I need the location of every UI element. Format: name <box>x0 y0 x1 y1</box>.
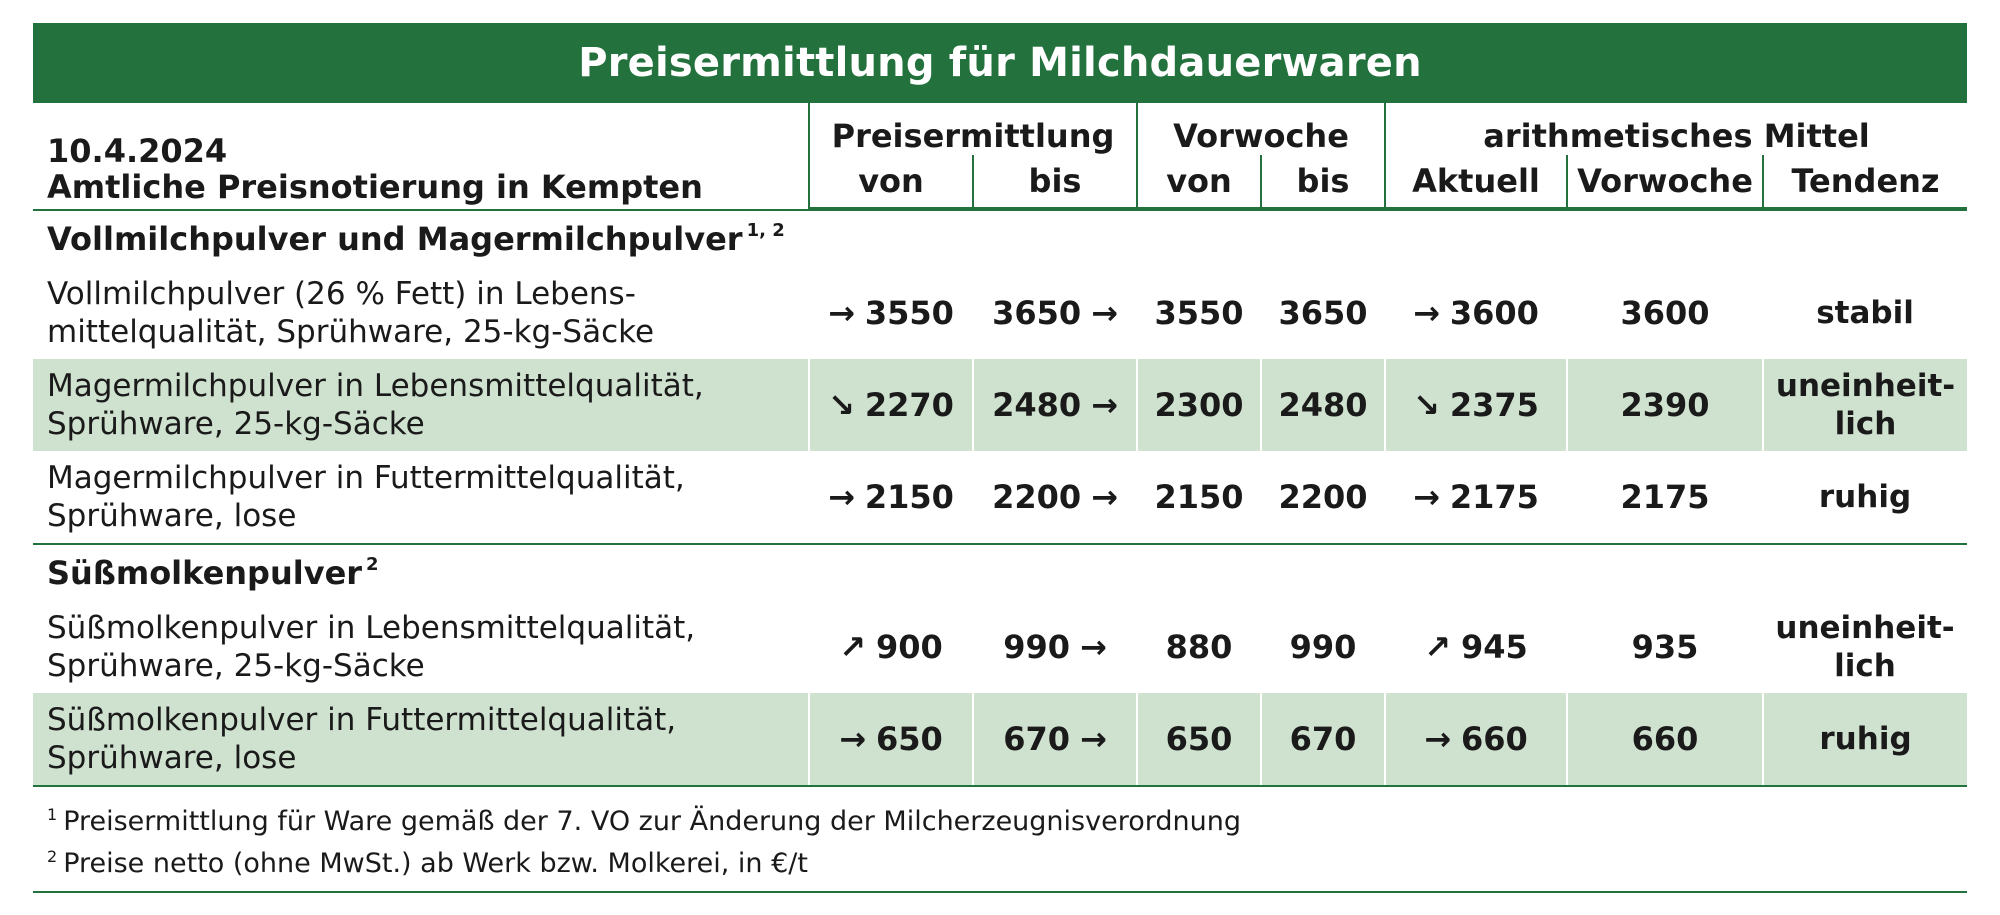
product-description: Süßmolkenpulver in Lebensmittelqualität, Sprühware, 25-kg-Säcke <box>47 610 696 684</box>
col-header-vorwoche: Vorwoche <box>1567 155 1763 208</box>
cell-aktuell: ↗ 945 <box>1424 628 1528 666</box>
cell-tendenz: uneinheit- lich <box>1763 359 1967 451</box>
cell-von: ↘ 2270 <box>809 359 973 451</box>
table-row <box>33 601 1967 693</box>
cell-bis: 3650 → <box>992 294 1118 332</box>
cell-aktuell: ↘ 2375 <box>1385 359 1567 451</box>
cell-aktuell: → 2175 <box>1413 478 1539 516</box>
section-title: Süßmolkenpulver <box>47 554 363 592</box>
cell-von: → 2150 <box>828 478 954 516</box>
footnote-1: $^1$ Preisermittlung für Ware gemäß der 7. VO zur Änderung der Milcherzeugnisverordnung <box>47 805 1241 837</box>
table-row <box>33 451 1967 544</box>
col-header-aktuell: Aktuell <box>1385 155 1567 208</box>
header-caption <box>33 103 809 208</box>
col-header-bis: bis <box>973 155 1137 208</box>
trend-arrow-icon: ↘ <box>1413 386 1440 424</box>
report-date: 10.4.2024 <box>47 131 228 170</box>
footnote-ref: 1, 2 <box>746 220 785 241</box>
section-header <box>33 544 1967 601</box>
cell-tendenz: ruhig <box>1818 479 1912 515</box>
trend-arrow-icon: → <box>1091 478 1118 516</box>
trend-arrow-icon: → <box>828 478 855 516</box>
cell-vw-bis: 3650 <box>1278 294 1368 332</box>
price-table-container <box>33 23 1967 893</box>
cell-aktuell: → 660 <box>1385 693 1567 785</box>
product-description: Vollmilchpulver (26 % Fett) in Lebens- mittelqualität, Sprühware, 25-kg-Säcke <box>47 276 655 350</box>
trend-arrow-icon: ↗ <box>1424 628 1451 666</box>
cell-tendenz: uneinheit- lich <box>1775 610 1955 684</box>
trend-arrow-icon: → <box>1091 294 1118 332</box>
product-description: Magermilchpulver in Futtermittelqualität, Sprühware, lose <box>47 460 685 534</box>
trend-arrow-icon: → <box>828 294 855 332</box>
header-row-groups <box>33 103 1967 155</box>
cell-von: ↗ 900 <box>839 628 943 666</box>
footnotes <box>33 785 1967 893</box>
cell-vw-von: 880 <box>1165 628 1233 666</box>
price-table <box>33 103 1967 785</box>
cell-aktuell: → 3600 <box>1413 294 1539 332</box>
cell-vw-von: 2150 <box>1154 478 1244 516</box>
footnote-2: $^2$ Preise netto (ohne MwSt.) ab Werk bzw. Molkerei, in €/t <box>47 847 808 879</box>
cell-bis: 2200 → <box>992 478 1118 516</box>
cell-vorwoche: 660 <box>1567 693 1763 785</box>
trend-arrow-icon: ↗ <box>839 628 866 666</box>
cell-von: → 3550 <box>828 294 954 332</box>
report-subtitle: Amtliche Preisnotierung in Kempten <box>47 167 703 206</box>
group-preisermittlung: Preisermittlung <box>809 103 1137 155</box>
cell-tendenz: stabil <box>1816 295 1914 331</box>
trend-arrow-icon: → <box>1413 478 1440 516</box>
cell-tendenz: ruhig <box>1763 693 1967 785</box>
cell-bis: 2480 → <box>973 359 1137 451</box>
col-header-tendenz: Tendenz <box>1763 155 1967 208</box>
product-description: Magermilchpulver in Lebensmittelqualität, Sprühware, 25-kg-Säcke <box>33 359 809 451</box>
col-header-vw-bis: bis <box>1261 155 1385 208</box>
table-row <box>33 359 1967 451</box>
cell-vorwoche: 2175 <box>1620 478 1710 516</box>
section-title: Vollmilchpulver und Magermilchpulver <box>47 220 743 258</box>
cell-vw-von: 650 <box>1137 693 1261 785</box>
col-header-von: von <box>809 155 973 208</box>
group-arithmetisches-mittel: arithmetisches Mittel <box>1385 103 1967 155</box>
cell-bis: 990 → <box>1003 628 1107 666</box>
cell-vw-von: 3550 <box>1154 294 1244 332</box>
cell-vorwoche: 3600 <box>1620 294 1710 332</box>
cell-vw-bis: 2200 <box>1278 478 1368 516</box>
trend-arrow-icon: → <box>1413 294 1440 332</box>
cell-bis: 670 → <box>973 693 1137 785</box>
cell-vw-von: 2300 <box>1137 359 1261 451</box>
cell-von: → 650 <box>809 693 973 785</box>
trend-arrow-icon: → <box>1079 628 1107 666</box>
cell-vorwoche: 2390 <box>1567 359 1763 451</box>
table-row <box>33 267 1967 359</box>
trend-arrow-icon: ↘ <box>828 386 855 424</box>
trend-arrow-icon: → <box>1091 386 1118 424</box>
cell-vw-bis: 990 <box>1289 628 1357 666</box>
cell-vw-bis: 670 <box>1261 693 1385 785</box>
trend-arrow-icon: → <box>839 720 866 758</box>
section-header <box>33 210 1967 267</box>
cell-vorwoche: 935 <box>1631 628 1699 666</box>
footnote-ref: 2 <box>366 554 379 575</box>
product-description: Süßmolkenpulver in Futtermittelqualität, Sprühware, lose <box>33 693 809 785</box>
group-vorwoche: Vorwoche <box>1137 103 1385 155</box>
trend-arrow-icon: → <box>1079 720 1107 758</box>
cell-vw-bis: 2480 <box>1261 359 1385 451</box>
table-title: Preisermittlung für Milchdauerwaren <box>33 23 1967 103</box>
col-header-vw-von: von <box>1137 155 1261 208</box>
table-row <box>33 693 1967 785</box>
trend-arrow-icon: → <box>1424 720 1451 758</box>
